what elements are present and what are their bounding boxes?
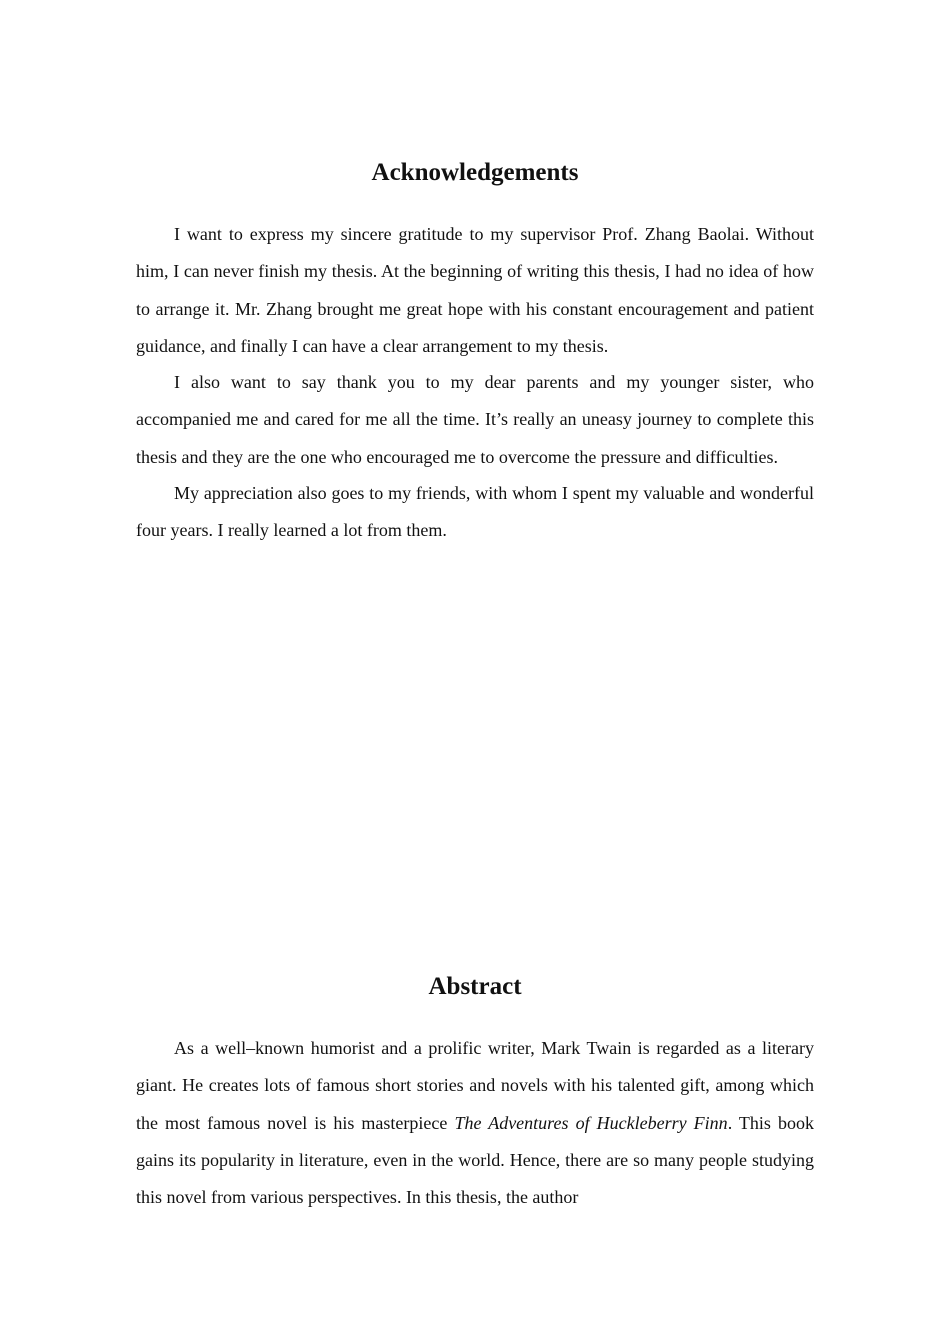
acknowledgements-heading: Acknowledgements bbox=[371, 159, 579, 186]
abstract-heading: Abstract bbox=[428, 973, 522, 1000]
acknowledgements-section bbox=[136, 156, 814, 550]
abstract-text-before-title: As a well–known humorist and a prolific writer, Mark Twain is regarded as a literary giant. He creates lots of famous short stories and novels with his talented gift, among which the most famous novel is his masterpiece bbox=[136, 1038, 814, 1133]
abstract-section bbox=[136, 970, 814, 1216]
abstract-text-after-title: . This book gains its popularity in literature, even in the world. Hence, there are so many people studying this novel from various perspectives. In this thesis, the author bbox=[136, 1112, 815, 1208]
acknowledgements-paragraph-2: I also want to say thank you to my dear parents and my younger sister, who accompanied me and cared for me all the time. It’s really an uneasy journey to complete this thesis and they are the one who encouraged me to overcome the pressure and difficulties. bbox=[136, 372, 814, 467]
acknowledgements-paragraph-1: I want to express my sincere gratitude to my supervisor Prof. Zhang Baolai. Without him, I can never finish my thesis. At the beginning of writing this thesis, I had no idea of how to arrange it. Mr. Zhang brought me great hope with his constant encouragement and patient guidance, and finally I can have a clear arrangement to my thesis. bbox=[136, 224, 814, 356]
book-title: The Adventures of Huckleberry Finn bbox=[454, 1112, 728, 1133]
acknowledgements-paragraph-3: My appreciation also goes to my friends, with whom I spent my valuable and wonderful four years. I really learned a lot from them. bbox=[136, 483, 814, 541]
abstract-paragraph bbox=[136, 1030, 814, 1216]
